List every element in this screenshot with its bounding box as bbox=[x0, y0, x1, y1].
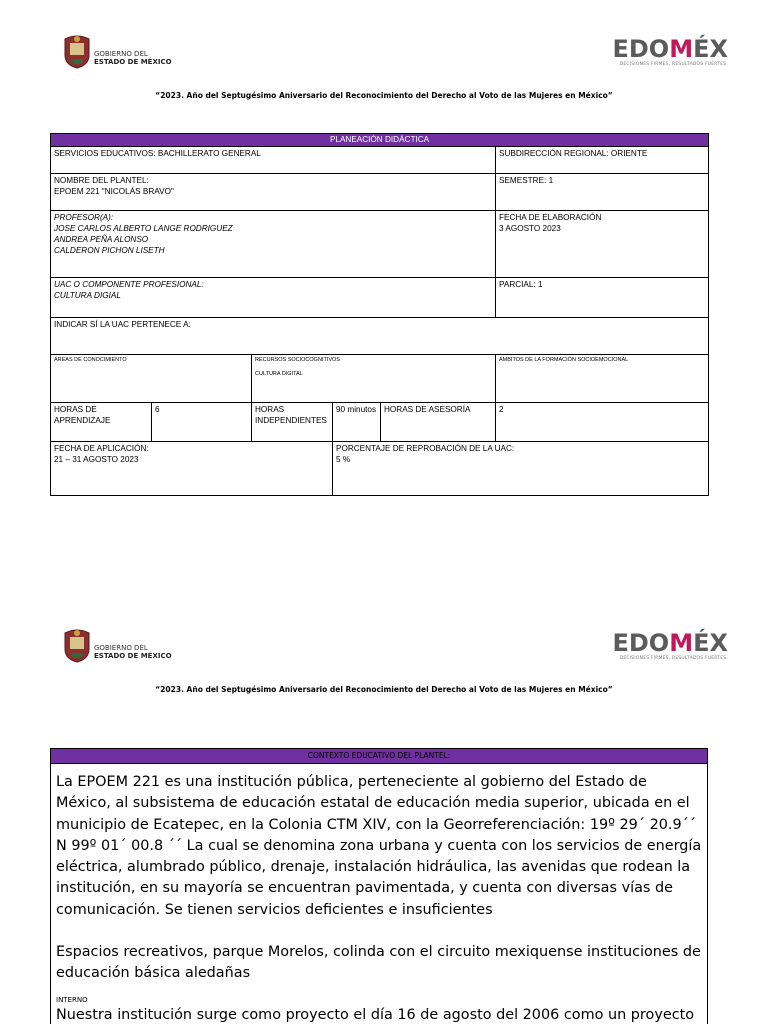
horas-asesoria-value: 2 bbox=[496, 403, 709, 442]
ambitos-cell: ÁMBITOS DE LA FORMACIÓN SOCIOEMOCIONAL bbox=[496, 355, 709, 403]
brand-tagline: DECISIONES FIRMES, RESULTADOS FUERTES. bbox=[619, 656, 728, 661]
edomex-wordmark bbox=[588, 36, 728, 62]
porcentaje-cell bbox=[333, 442, 709, 496]
nombre-value: EPOEM 221 "NICOLÁS BRAVO" bbox=[54, 187, 174, 196]
brand-ex: ÉX bbox=[693, 629, 728, 657]
horas-asesoria-label: HORAS DE ASESORÍA bbox=[381, 403, 496, 442]
nombre-plantel-cell bbox=[51, 174, 496, 211]
gobierno-logo bbox=[62, 33, 182, 73]
brand-m: M bbox=[669, 35, 694, 63]
porcentaje-label: PORCENTAJE DE REPROBACIÓN DE LA UAC: bbox=[336, 444, 515, 453]
uac-cell bbox=[51, 278, 496, 318]
parcial-cell: PARCIAL: 1 bbox=[496, 278, 709, 318]
subdireccion-cell: SUBDIRECCIÓN REGIONAL: ORIENTE bbox=[496, 147, 709, 174]
horas-independientes-label: HORAS INDEPENDIENTES bbox=[252, 403, 333, 442]
brand-m: M bbox=[669, 629, 694, 657]
gobierno-text-2 bbox=[94, 644, 172, 660]
gobierno-text bbox=[94, 50, 172, 66]
brand-edo: EDO bbox=[612, 35, 670, 63]
areas-cell: ÁREAS DE CONOCIMIENTO bbox=[51, 355, 252, 403]
horas-aprendizaje-label: HORAS DE APRENDIZAJE bbox=[51, 403, 152, 442]
motto-text-2: “2023. Año del Septugésimo Aniversario del Reconocimiento del Derecho al Voto de las Mujeres en México” bbox=[155, 685, 613, 694]
uac-value: CULTURA DIGIAL bbox=[54, 291, 121, 300]
motto-text: “2023. Año del Septugésimo Aniversario del Reconocimiento del Derecho al Voto de las Mujeres en México” bbox=[155, 91, 613, 100]
recursos-cell bbox=[252, 355, 496, 403]
fecha-aplic-label: FECHA DE APLICACIÓN: bbox=[54, 444, 149, 453]
brand-edo: EDO bbox=[612, 629, 670, 657]
fecha-elab-value: 3 AGOSTO 2023 bbox=[499, 224, 561, 233]
edomex-logo bbox=[588, 36, 728, 70]
contexto-title: CONTEXTO EDUCATIVO DEL PLANTEL: bbox=[51, 749, 707, 764]
contexto-box bbox=[50, 748, 708, 1024]
porcentaje-value: 5 % bbox=[336, 455, 351, 464]
profesor-2: ANDREA PEÑA ALONSO bbox=[54, 235, 149, 244]
profesor-3: CALDERON PICHON LISETH bbox=[54, 246, 165, 255]
gobierno-logo-2 bbox=[62, 627, 182, 667]
gobierno-line-1: GOBIERNO DEL bbox=[94, 50, 148, 58]
contexto-body bbox=[51, 764, 707, 1026]
servicios-cell: SERVICIOS EDUCATIVOS: BACHILLERATO GENERAL bbox=[51, 147, 496, 174]
contexto-paragraph-1: La EPOEM 221 es una institución pública, perteneciente al gobierno del Estado de México, al subsistema de educación estatal de educación media superior, ubicada en el municipio de Ecatepec, en la Colonia CTM XIV, con la Georreferenciación: 19º 29´ 20.9´´ N 99º 01´ 00.8 ´´ La cual se denomina zona urbana y cuenta con los servicios de energía eléctrica, alumbrado público, drenaje, instalación hidráulica, las avenidas que rodean la institución, en su mayoría se encuentran pavimentada, y cuenta con diversas vías de comunicación. Se tienen servicios deficientes e insuficientes bbox=[56, 774, 702, 918]
profesor-1: JOSE CARLOS ALBERTO LANGE RODRIGUEZ bbox=[54, 224, 233, 233]
recursos-label: RECURSOS SOCIOCOGNITIVOS bbox=[255, 357, 340, 363]
state-seal-icon bbox=[62, 33, 92, 69]
nombre-label: NOMBRE DEL PLANTEL: bbox=[54, 176, 149, 185]
brand-tagline: DECISIONES FIRMES, RESULTADOS FUERTES. bbox=[619, 62, 728, 67]
uac-label: UAC O COMPONENTE PROFESIONAL: bbox=[54, 280, 204, 289]
planeacion-table bbox=[50, 133, 709, 496]
interno-label: INTERNO bbox=[56, 995, 88, 1004]
planeacion-title: PLANEACIÓN DIDÁCTICA bbox=[51, 134, 709, 147]
fecha-aplicacion-cell bbox=[51, 442, 333, 496]
profesor-label: PROFESOR(A): bbox=[54, 213, 114, 222]
fecha-aplic-value: 21 – 31 AGOSTO 2023 bbox=[54, 455, 139, 464]
contexto-paragraph-2: Espacios recreativos, parque Morelos, colinda con el circuito mexiquense instituciones de educación básica aledañas bbox=[56, 944, 701, 982]
fecha-elaboracion-cell bbox=[496, 211, 709, 278]
profesor-cell bbox=[51, 211, 496, 278]
semestre-cell: SEMESTRE: 1 bbox=[496, 174, 709, 211]
fecha-elab-label: FECHA DE ELABORACIÓN bbox=[499, 213, 602, 222]
horas-aprendizaje-value: 6 bbox=[152, 403, 252, 442]
state-seal-icon bbox=[62, 627, 92, 663]
recursos-value: CULTURA DIGITAL bbox=[255, 371, 303, 377]
brand-ex: ÉX bbox=[693, 35, 728, 63]
gobierno-line-1: GOBIERNO DEL bbox=[94, 644, 148, 652]
gobierno-line-2: ESTADO DE MÉXICO bbox=[94, 58, 172, 66]
gobierno-line-2: ESTADO DE MÉXICO bbox=[94, 652, 172, 660]
edomex-wordmark bbox=[588, 630, 728, 656]
edomex-logo-2 bbox=[588, 630, 728, 664]
indicar-cell: INDICAR SÍ LA UAC PERTENECE A: bbox=[51, 318, 709, 355]
contexto-paragraph-3: Nuestra institución surge como proyecto el día 16 de agosto del 2006 como un proyecto bbox=[56, 1006, 695, 1023]
horas-independientes-value: 90 minutos bbox=[333, 403, 381, 442]
